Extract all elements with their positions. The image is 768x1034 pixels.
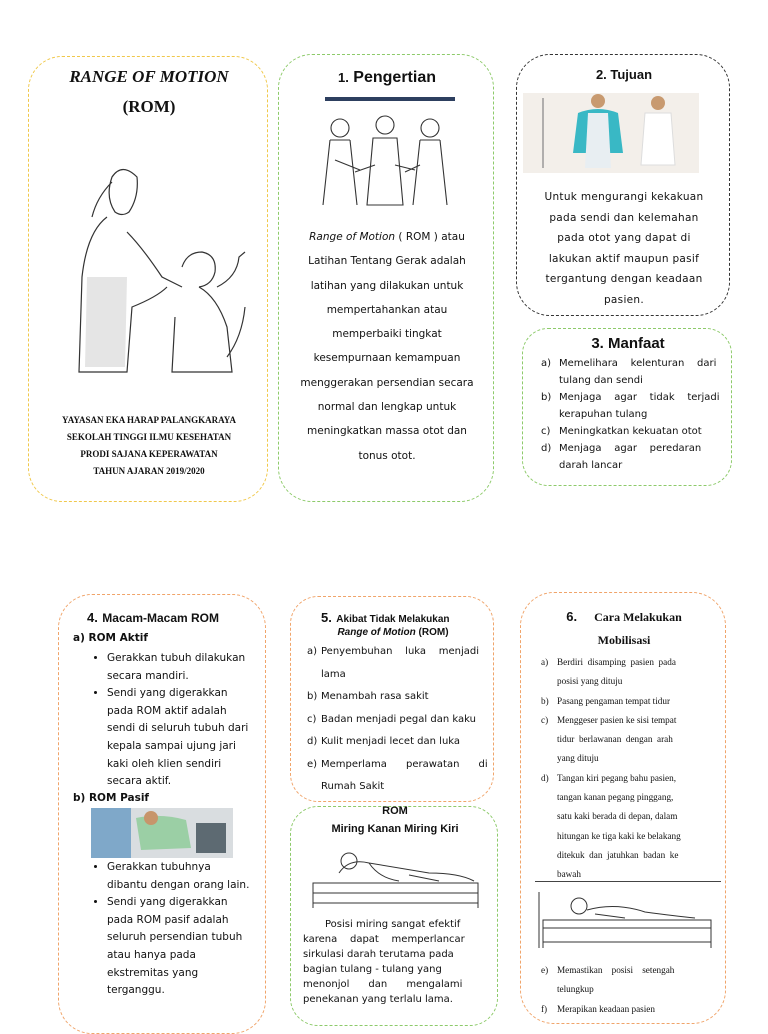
list-marker: d) (307, 736, 318, 747)
list-item (541, 389, 725, 423)
text-line: Tangan kiri pegang bahu pasien, (557, 772, 677, 783)
list-item (541, 440, 725, 474)
list-text: Pasang pengaman tempat tidur (557, 695, 671, 706)
text-line: terganggu. (107, 984, 165, 997)
text-line: kaki oleh klien sendiri (107, 757, 222, 770)
section-title: Cara Melakukan (594, 610, 682, 624)
list-marker: c) (307, 713, 317, 725)
text-line: mempertahankan atau (326, 303, 448, 316)
text-line: Menjaga agar tidak terjadi (559, 392, 720, 403)
list-marker: f) (541, 1003, 548, 1014)
pengertian-panel (278, 54, 494, 502)
text-line: Rumah Sakit (321, 781, 385, 792)
pengertian-text (291, 225, 483, 468)
list-item (541, 692, 723, 711)
manfaat-heading: 3. Manfaat (591, 335, 665, 352)
rom-pasif-photo (91, 808, 233, 858)
rom-aktif-list (89, 650, 259, 791)
text-line: • Gerakkan tubuh dilakukan (107, 652, 246, 664)
list-text (559, 355, 716, 389)
text-line: secara mandiri. (107, 669, 189, 682)
list-text: Kulit menjadi lecet dan luka (321, 736, 461, 747)
section-number: 1. (338, 70, 349, 85)
list-marker: a) (307, 646, 318, 657)
miring-heading-2: Miring Kanan Miring Kiri (331, 823, 459, 835)
cover-title: RANGE OF MOTION (69, 67, 229, 86)
institution-line: YAYASAN EKA HARAP PALANGKARAYA (62, 415, 236, 425)
text-line: pasien. (603, 293, 645, 306)
macam-panel (58, 594, 266, 1034)
text-line: pada sendi dan kelemahan (549, 211, 699, 224)
heading-divider (325, 97, 455, 101)
term: Range of Motion (337, 627, 416, 638)
text-line: Menjaga agar peredaran (559, 443, 702, 454)
rom-pasif-list (89, 859, 259, 1000)
cara-subheading: Mobilisasi (597, 633, 651, 647)
text-span: ( ROM ) atau (398, 231, 465, 243)
text-line: kesempurnaan kemampuan (313, 352, 461, 365)
text-line: Menggeser pasien ke sisi tempat (557, 714, 677, 725)
section-number: 5. (321, 610, 332, 625)
section-title: Akibat Tidak Melakukan (336, 614, 450, 625)
list-marker: a) (541, 358, 552, 369)
cara-list-bottom (541, 961, 723, 1019)
text-line: latihan yang dilakukan untuk (310, 279, 464, 292)
text-line: Untuk mengurangi kekakuan (544, 191, 704, 203)
text-line: ekstremitas yang (107, 966, 199, 979)
list-marker: c) (541, 714, 549, 725)
manfaat-list (541, 355, 725, 474)
list-text (557, 769, 681, 885)
list-item (541, 1000, 723, 1019)
text-line: tergantung dengan keadaan (545, 273, 703, 285)
text-line: Posisi miring sangat efektif (325, 919, 461, 930)
text-line: Meningkatkan kekuatan otot (559, 426, 702, 437)
tujuan-panel (516, 54, 730, 316)
list-item (541, 711, 723, 769)
list-marker: e) (307, 758, 318, 770)
list-item (307, 754, 487, 799)
text-line: darah lancar (559, 460, 623, 471)
text-line: seluruh persendian tubuh (107, 931, 243, 944)
text-line: Penyembuhan luka menjadi (321, 646, 480, 657)
institution-line: SEKOLAH TINGGI ILMU KESEHATAN (66, 432, 232, 442)
list-text (557, 961, 674, 1000)
text-line: Latihan Tentang Gerak adalah (308, 255, 466, 268)
text-line: tidur berlawanan dengan arah (557, 734, 673, 745)
cover-subtitle: (ROM) (122, 97, 176, 116)
text-line: pada ROM pasif adalah (107, 913, 229, 926)
text-line: memperbaiki tingkat (332, 328, 442, 341)
list-item (107, 894, 259, 1000)
list-item (541, 653, 723, 692)
miring-heading-1: ROM (382, 805, 408, 817)
list-text: Merapikan keadaan pasien (557, 1003, 655, 1014)
text-line: bagian tulang - tulang yang (303, 964, 442, 975)
rom-pasif-label: b) ROM Pasif (73, 792, 150, 804)
text-line: pada otot yang dapat di (557, 232, 691, 244)
text-line: telungkup (557, 984, 594, 995)
cara-illustration (535, 881, 721, 952)
list-text (559, 440, 701, 474)
text-line: satu kaki berada di depan, dalam (557, 811, 678, 822)
text-line: dibantu dengan orang lain. (107, 878, 250, 891)
list-text (557, 711, 676, 769)
text-line: posisi yang dituju (557, 676, 623, 687)
text-line: kerapuhan tulang (559, 409, 648, 420)
akibat-panel (290, 596, 494, 802)
list-item (541, 355, 725, 389)
manfaat-panel (522, 328, 732, 486)
text-line: tangan kanan pegang pinggang, (557, 792, 674, 803)
list-marker: b) (307, 691, 318, 702)
list-text (559, 423, 702, 440)
cara-heading (521, 609, 727, 625)
text-line: yang dituju (557, 753, 599, 764)
tujuan-heading: 2. Tujuan (595, 67, 653, 82)
miring-panel (290, 806, 498, 1026)
miring-text (303, 917, 475, 1007)
tujuan-photo (523, 93, 699, 173)
text-line: • Sendi yang digerakkan (107, 896, 228, 909)
list-item (107, 650, 259, 685)
text-line: ditekuk dan jatuhkan badan ke (557, 849, 679, 860)
cover-institution (29, 412, 269, 480)
text-line: lakukan aktif maupun pasif (548, 252, 700, 265)
tujuan-text (525, 187, 723, 310)
list-marker: d) (541, 772, 549, 783)
text-line (291, 225, 483, 249)
list-text (559, 389, 720, 423)
list-item (307, 686, 487, 709)
section-number: 4. (87, 610, 98, 625)
list-item (541, 423, 725, 440)
text-line: menonjol dan mengalami (303, 979, 463, 990)
text-line: kepala sampai ujung jari (107, 739, 236, 752)
text-line: Memelihara kelenturan dari (559, 358, 717, 369)
akibat-list (307, 641, 487, 799)
text-line: atau hanya pada (107, 948, 196, 961)
cara-panel (520, 592, 726, 1024)
rom-aktif-label: a) ROM Aktif (73, 632, 148, 644)
list-item (541, 961, 723, 1000)
cara-list-top (541, 653, 723, 885)
cover-illustration (67, 157, 247, 377)
pengertian-illustration (315, 110, 455, 210)
section-title: Pengertian (353, 69, 436, 86)
list-text (321, 641, 479, 686)
text-line: secara aktif. (107, 775, 172, 788)
list-item (307, 731, 487, 754)
cover-panel (28, 56, 268, 502)
list-marker: b) (541, 392, 552, 403)
institution-line: PRODI SAJANA KEPERAWATAN (80, 449, 218, 459)
list-marker: d) (541, 443, 552, 454)
text-line: menggerakan persendian secara (300, 376, 474, 389)
text-line: • Sendi yang digerakkan (107, 687, 228, 700)
list-item (107, 859, 259, 894)
text-span: (ROM) (415, 627, 449, 638)
text-line: bawah (557, 869, 581, 880)
list-text: Menambah rasa sakit (321, 691, 429, 702)
list-text (321, 754, 488, 799)
list-text (557, 653, 676, 692)
text-line: Berdiri disamping pasien pada (557, 657, 676, 667)
text-line: tulang dan sendi (559, 375, 643, 386)
list-marker: e) (541, 965, 549, 975)
akibat-subheading (291, 627, 495, 638)
text-line: Memperlama perawatan di (321, 758, 488, 770)
text-line: normal dan lengkap untuk (317, 401, 457, 414)
text-line: pada ROM aktif adalah (107, 704, 227, 717)
list-marker: a) (541, 657, 549, 667)
term: Range of Motion (309, 231, 396, 243)
list-item (307, 641, 487, 686)
list-marker: b) (541, 695, 549, 706)
text-line: karena dapat memperlancar (303, 934, 465, 945)
text-line: Memastikan posisi setengah (557, 965, 675, 975)
list-marker: c) (541, 426, 551, 437)
text-line: • Gerakkan tubuhnya (107, 861, 211, 873)
pengertian-heading (279, 69, 495, 87)
text-line: hitungan ke tiga kaki ke belakang (557, 830, 681, 841)
macam-heading (87, 609, 219, 627)
text-line: lama (321, 668, 346, 680)
miring-illustration (309, 843, 484, 911)
text-line: sendi di seluruh tubuh dari (107, 722, 249, 735)
akibat-heading (321, 609, 450, 627)
text-line: sirkulasi darah terutama pada (303, 949, 454, 960)
list-item (307, 709, 487, 732)
text-line: penekanan yang terlalu lama. (303, 994, 453, 1005)
text-line: tonus otot. (358, 449, 416, 462)
section-title: Macam-Macam ROM (102, 611, 219, 625)
text-line: meningkatkan massa otot dan (307, 425, 467, 438)
list-text: Badan menjadi pegal dan kaku (321, 713, 476, 725)
list-item (541, 769, 723, 885)
list-item (107, 685, 259, 791)
institution-line: TAHUN AJARAN 2019/2020 (93, 466, 205, 476)
section-number: 6. (566, 609, 578, 624)
